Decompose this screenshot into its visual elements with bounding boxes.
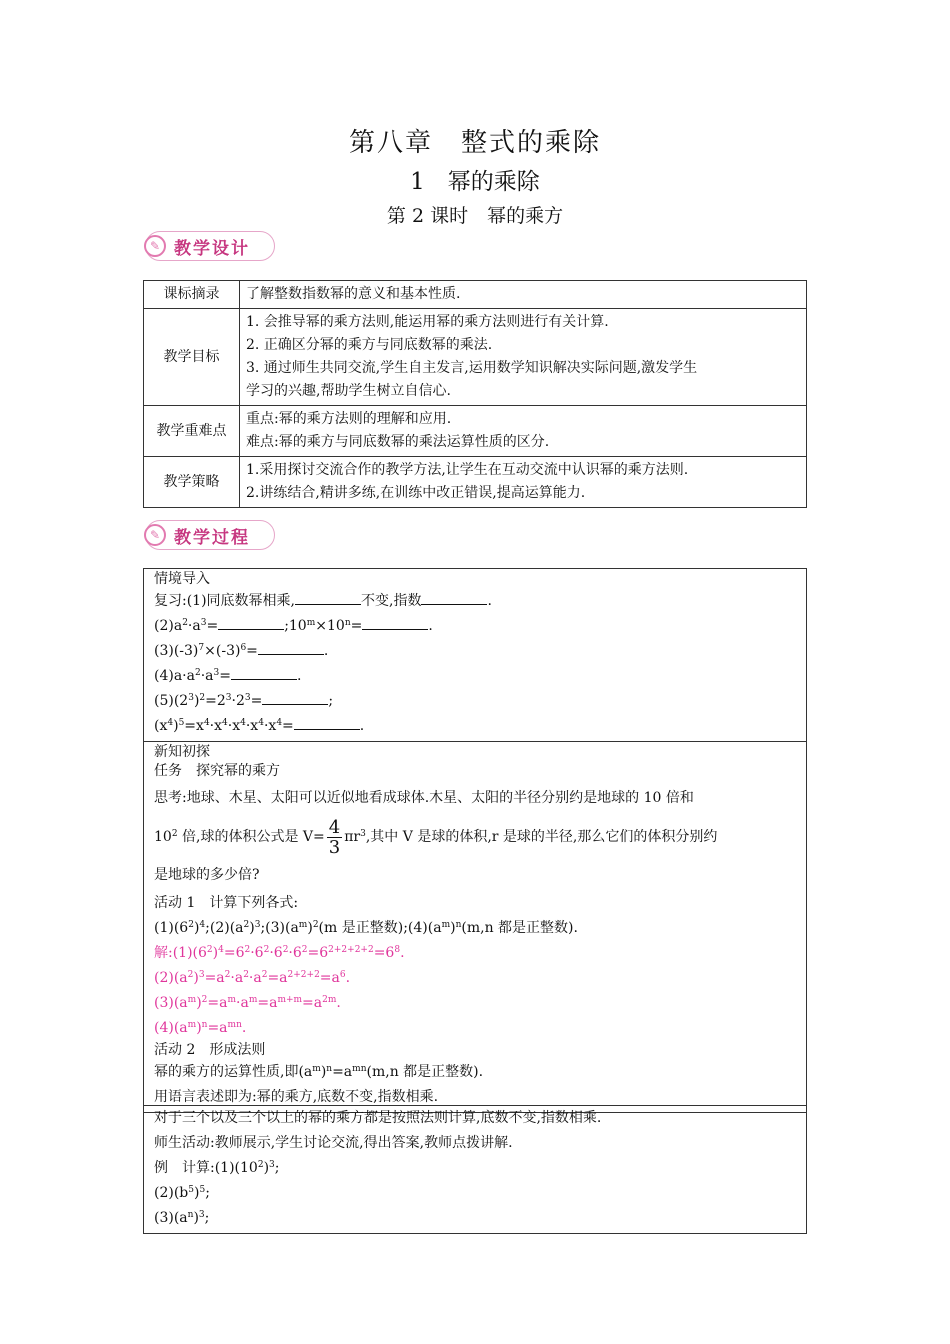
text: πr <box>344 829 361 845</box>
text: . <box>428 618 433 634</box>
text-line: 对于三个以及三个以上的幂的乘方都是按照法则计算,底数不变,指数相乘. <box>154 1110 602 1126</box>
answer-blank <box>421 590 487 605</box>
text: (2)(b <box>154 1185 189 1201</box>
lesson-title: 第 2 课时 幂的乘方 <box>386 205 564 227</box>
denominator: 3 <box>328 836 341 858</box>
table-row <box>144 457 807 508</box>
table-row <box>144 406 807 457</box>
section-title: 1 幂的乘除 <box>410 169 540 195</box>
row-label: 教学重难点 <box>144 406 240 457</box>
content-line: 1. 会推导幂的乘方法则,能运用幂的乘方法则进行有关计算. <box>246 314 609 330</box>
text: = <box>206 618 219 634</box>
activity-1-questions <box>154 916 798 941</box>
text: = <box>250 693 263 709</box>
pen-icon: ✎ <box>144 524 166 546</box>
text-line: 师生活动:教师展示,学生讨论交流,得出答案,教师点拨讲解. <box>154 1135 513 1151</box>
exponent: 4 <box>199 920 206 930</box>
exponent: m <box>298 920 308 930</box>
badge-label: 教学过程 <box>174 527 250 548</box>
exponent: n <box>187 1210 194 1220</box>
example-section <box>144 1106 806 1233</box>
text: ) <box>193 1210 199 1226</box>
exponent: 2 <box>282 945 289 955</box>
exponent: 3 <box>225 693 232 703</box>
solution-3 <box>154 991 798 1016</box>
answer-blank <box>218 615 284 630</box>
solution-4 <box>154 1016 798 1041</box>
answer-blank <box>362 615 428 630</box>
text: =6 <box>373 945 395 961</box>
example-line <box>154 1206 798 1231</box>
exponent: 6 <box>240 643 247 653</box>
text: (3)(-3) <box>154 643 199 659</box>
text: ) <box>196 995 202 1011</box>
text: =a <box>207 1020 228 1036</box>
row-content <box>240 457 807 508</box>
text: ·a <box>236 995 249 1011</box>
activity-2-heading: 活动 2 形成法则 <box>154 1042 266 1058</box>
exponent: 5 <box>199 1185 206 1195</box>
text: =x <box>184 718 204 734</box>
text: ) <box>193 970 199 986</box>
text: =a <box>332 1064 353 1080</box>
text: ) <box>249 920 255 936</box>
text: ; <box>274 1160 280 1176</box>
exponent: 3 <box>269 1160 275 1170</box>
new-knowledge-section <box>144 741 806 1112</box>
content-line: 2. 正确区分幂的乘方与同底数幂的乘法. <box>246 337 493 353</box>
process-box-2 <box>143 1105 807 1234</box>
content-line: 难点:幂的乘方与同底数幂的乘法运算性质的区分. <box>246 434 550 450</box>
exponent: 2+2+2 <box>287 970 320 980</box>
exponent: 3 <box>213 668 220 678</box>
text: ) <box>194 1185 200 1201</box>
text: = <box>282 718 294 734</box>
text: . <box>487 593 492 609</box>
text: =a <box>204 970 225 986</box>
exponent: n <box>344 618 351 628</box>
text: ·x <box>227 718 241 734</box>
text: ·a <box>187 618 201 634</box>
text: . <box>400 945 405 961</box>
text: 复习:(1)同底数幂相乘, <box>154 593 295 609</box>
text: ×10 <box>315 618 345 634</box>
answer-blank <box>258 640 324 655</box>
text: 幂的乘方的运算性质,即(a <box>154 1064 313 1080</box>
row-content <box>240 406 807 457</box>
exponent: 4 <box>203 718 210 728</box>
text: ,其中 V 是球的体积,r 是球的半径,那么它们的体积分别约 <box>365 829 718 845</box>
text: 解:(1)(6 <box>154 945 207 961</box>
exponent: 2 <box>199 693 206 703</box>
text: ·x <box>209 718 223 734</box>
activity-1-heading: 活动 1 计算下列各式: <box>154 895 299 911</box>
text: =a <box>207 995 228 1011</box>
exponent: 4 <box>167 718 174 728</box>
answer-blank <box>295 590 361 605</box>
think-line-3: 是地球的多少倍? <box>154 867 260 883</box>
exponent: 2 <box>206 945 213 955</box>
text: = <box>219 668 231 684</box>
answer-blank <box>294 715 360 730</box>
teaching-process-badge <box>145 520 275 550</box>
text: . <box>323 643 329 659</box>
text: (3)(a <box>154 995 188 1011</box>
text: = <box>246 643 258 659</box>
exponent: 4 <box>222 718 228 728</box>
content-line: 3. 通过师生共同交流,学生自主发言,运用数学知识解决实际问题,激发学生 <box>246 360 698 376</box>
text: ·a <box>248 970 262 986</box>
rule-line <box>154 1060 798 1085</box>
text: =a <box>319 970 340 986</box>
solution-2 <box>154 966 798 991</box>
exponent: 4 <box>258 718 264 728</box>
review-line-5 <box>154 689 798 714</box>
section-heading: 情境导入 <box>154 571 210 587</box>
exponent: m <box>441 920 451 930</box>
exponent: 2 <box>261 970 268 980</box>
exponent: 5 <box>178 718 185 728</box>
text: ·a <box>230 970 244 986</box>
exponent: 8 <box>394 945 401 955</box>
review-line-2 <box>154 614 798 639</box>
text: =6 <box>223 945 245 961</box>
content-line: 1.采用探讨交流合作的教学方法,让学生在互动交流中认识幂的乘方法则. <box>246 462 689 478</box>
exponent: 2 <box>224 970 231 980</box>
text: . <box>336 995 341 1011</box>
exponent: 3 <box>360 829 366 839</box>
content-line: 学习的兴趣,帮助学生树立自信心. <box>246 383 451 399</box>
text: ×(-3) <box>204 643 241 659</box>
text: ) <box>196 1020 202 1036</box>
exponent: 2 <box>243 920 250 930</box>
exponent: 3 <box>198 1210 205 1220</box>
text: ;(3)(a <box>260 920 299 936</box>
text: (1)(6 <box>154 920 189 936</box>
exponent: 2 <box>263 945 270 955</box>
exponent: 2 <box>312 920 319 930</box>
text: ·6 <box>250 945 264 961</box>
text: ·6 <box>288 945 302 961</box>
text: (4)(a <box>154 1020 188 1036</box>
text: (2)a <box>154 618 183 634</box>
text: ) <box>320 1064 327 1080</box>
text: . <box>296 668 302 684</box>
exponent: 2+2+2+2 <box>328 945 374 955</box>
review-line-6 <box>154 714 798 739</box>
table-row <box>144 281 807 309</box>
text: 倍,球的体积公式是 V= <box>177 829 325 845</box>
exponent: mn <box>227 1020 242 1030</box>
text: (x <box>154 718 168 734</box>
design-table <box>143 280 807 508</box>
exponent: 3 <box>198 970 205 980</box>
exponent: 2 <box>257 1160 264 1170</box>
teaching-design-badge <box>145 231 275 261</box>
exponent: 2 <box>171 829 178 839</box>
content-line: 2.讲练结合,精讲多练,在训练中改正错误,提高运算能力. <box>246 485 586 501</box>
text: =a <box>257 995 278 1011</box>
text: (m,n 都是正整数). <box>461 920 578 936</box>
text: ;(2)(a <box>205 920 244 936</box>
text: ·2 <box>231 693 245 709</box>
example-line <box>154 1181 798 1206</box>
exponent: 2 <box>187 970 194 980</box>
exponent: n <box>201 1020 208 1030</box>
text: . <box>241 1020 247 1036</box>
text: = <box>350 618 363 634</box>
exponent: 3 <box>200 618 207 628</box>
exponent: 6 <box>339 970 346 980</box>
answer-blank <box>231 665 297 680</box>
exponent: m <box>187 1020 197 1030</box>
think-line-1: 思考:地球、木星、太阳可以近似地看成球体.木星、太阳的半径分别约是地球的 10 倍和 <box>154 790 694 806</box>
text: ·a <box>200 668 214 684</box>
exponent: n <box>455 920 462 930</box>
exponent: 7 <box>198 643 205 653</box>
exponent: 2 <box>182 618 188 628</box>
text: 不变,指数 <box>361 593 422 609</box>
exponent: m <box>306 618 316 628</box>
fraction <box>327 818 342 857</box>
exponent: m <box>248 995 258 1005</box>
text: =a <box>267 970 288 986</box>
exponent: 2 <box>188 920 194 930</box>
think-line-2 <box>154 815 798 859</box>
text: ; <box>205 1185 210 1201</box>
exponent: 3 <box>188 693 194 703</box>
text: ·x <box>263 718 277 734</box>
exponent: m <box>227 995 237 1005</box>
text: . <box>359 718 365 734</box>
process-box <box>143 568 807 1113</box>
table-row <box>144 309 807 406</box>
rule-language-line: 用语言表述即为:幂的乘方,底数不变,指数相乘. <box>154 1089 439 1105</box>
numerator: 4 <box>328 816 341 838</box>
exponent: 3 <box>254 920 261 930</box>
answer-blank <box>262 690 328 705</box>
text: (m 是正整数);(4)(a <box>318 920 442 936</box>
text: (2)(a <box>154 970 188 986</box>
exponent: 2m <box>322 995 337 1005</box>
review-line-3 <box>154 639 798 664</box>
text: ) <box>212 945 219 961</box>
exponent: 4 <box>276 718 283 728</box>
text: . <box>345 970 351 986</box>
solution-1 <box>154 941 798 966</box>
exponent: m <box>187 995 197 1005</box>
text: (3)(a <box>154 1210 188 1226</box>
text: (m,n 都是正整数). <box>366 1064 484 1080</box>
exponent: 3 <box>244 693 251 703</box>
text: 例 计算:(1)(10 <box>154 1160 258 1176</box>
text: 10 <box>154 829 172 845</box>
intro-section <box>144 569 806 741</box>
row-label: 课标摘录 <box>144 281 240 309</box>
text: ·6 <box>269 945 283 961</box>
content-line: 了解整数指数幂的意义和基本性质. <box>246 286 461 302</box>
exponent: m+m <box>277 995 303 1005</box>
text: (5)(2 <box>154 693 189 709</box>
exponent: n <box>326 1064 333 1074</box>
section-heading: 新知初探 <box>154 744 210 760</box>
exponent: 2 <box>194 668 201 678</box>
text: ) <box>263 1160 270 1176</box>
text: ) <box>193 920 200 936</box>
row-label: 教学目标 <box>144 309 240 406</box>
badge-label: 教学设计 <box>174 238 250 259</box>
exponent: 4 <box>240 718 246 728</box>
text: (4)a·a <box>154 668 195 684</box>
text: ·x <box>245 718 259 734</box>
chapter-title: 第八章 整式的乘除 <box>348 128 601 158</box>
text: ) <box>450 920 456 936</box>
text: =a <box>302 995 323 1011</box>
text: ; <box>328 693 334 709</box>
text: ;10 <box>284 618 307 634</box>
review-line-1 <box>154 589 798 614</box>
text: ) <box>307 920 313 936</box>
text: =6 <box>307 945 329 961</box>
row-content <box>240 281 807 309</box>
text: ) <box>193 693 200 709</box>
exponent: mn <box>352 1064 367 1074</box>
exponent: 2 <box>201 995 208 1005</box>
text: =2 <box>205 693 226 709</box>
pen-icon: ✎ <box>144 235 166 257</box>
review-line-4 <box>154 664 798 689</box>
text: ; <box>204 1210 210 1226</box>
exponent: m <box>312 1064 321 1074</box>
exponent: 4 <box>218 945 224 955</box>
exponent: 2 <box>244 945 251 955</box>
exponent: 2 <box>243 970 249 980</box>
task-heading: 任务 探究幂的乘方 <box>154 763 280 779</box>
row-content <box>240 309 807 406</box>
exponent: 2 <box>301 945 308 955</box>
row-label: 教学策略 <box>144 457 240 508</box>
exponent: 5 <box>188 1185 194 1195</box>
example-line <box>154 1156 798 1181</box>
content-line: 重点:幂的乘方法则的理解和应用. <box>246 411 452 427</box>
text: ) <box>173 718 179 734</box>
